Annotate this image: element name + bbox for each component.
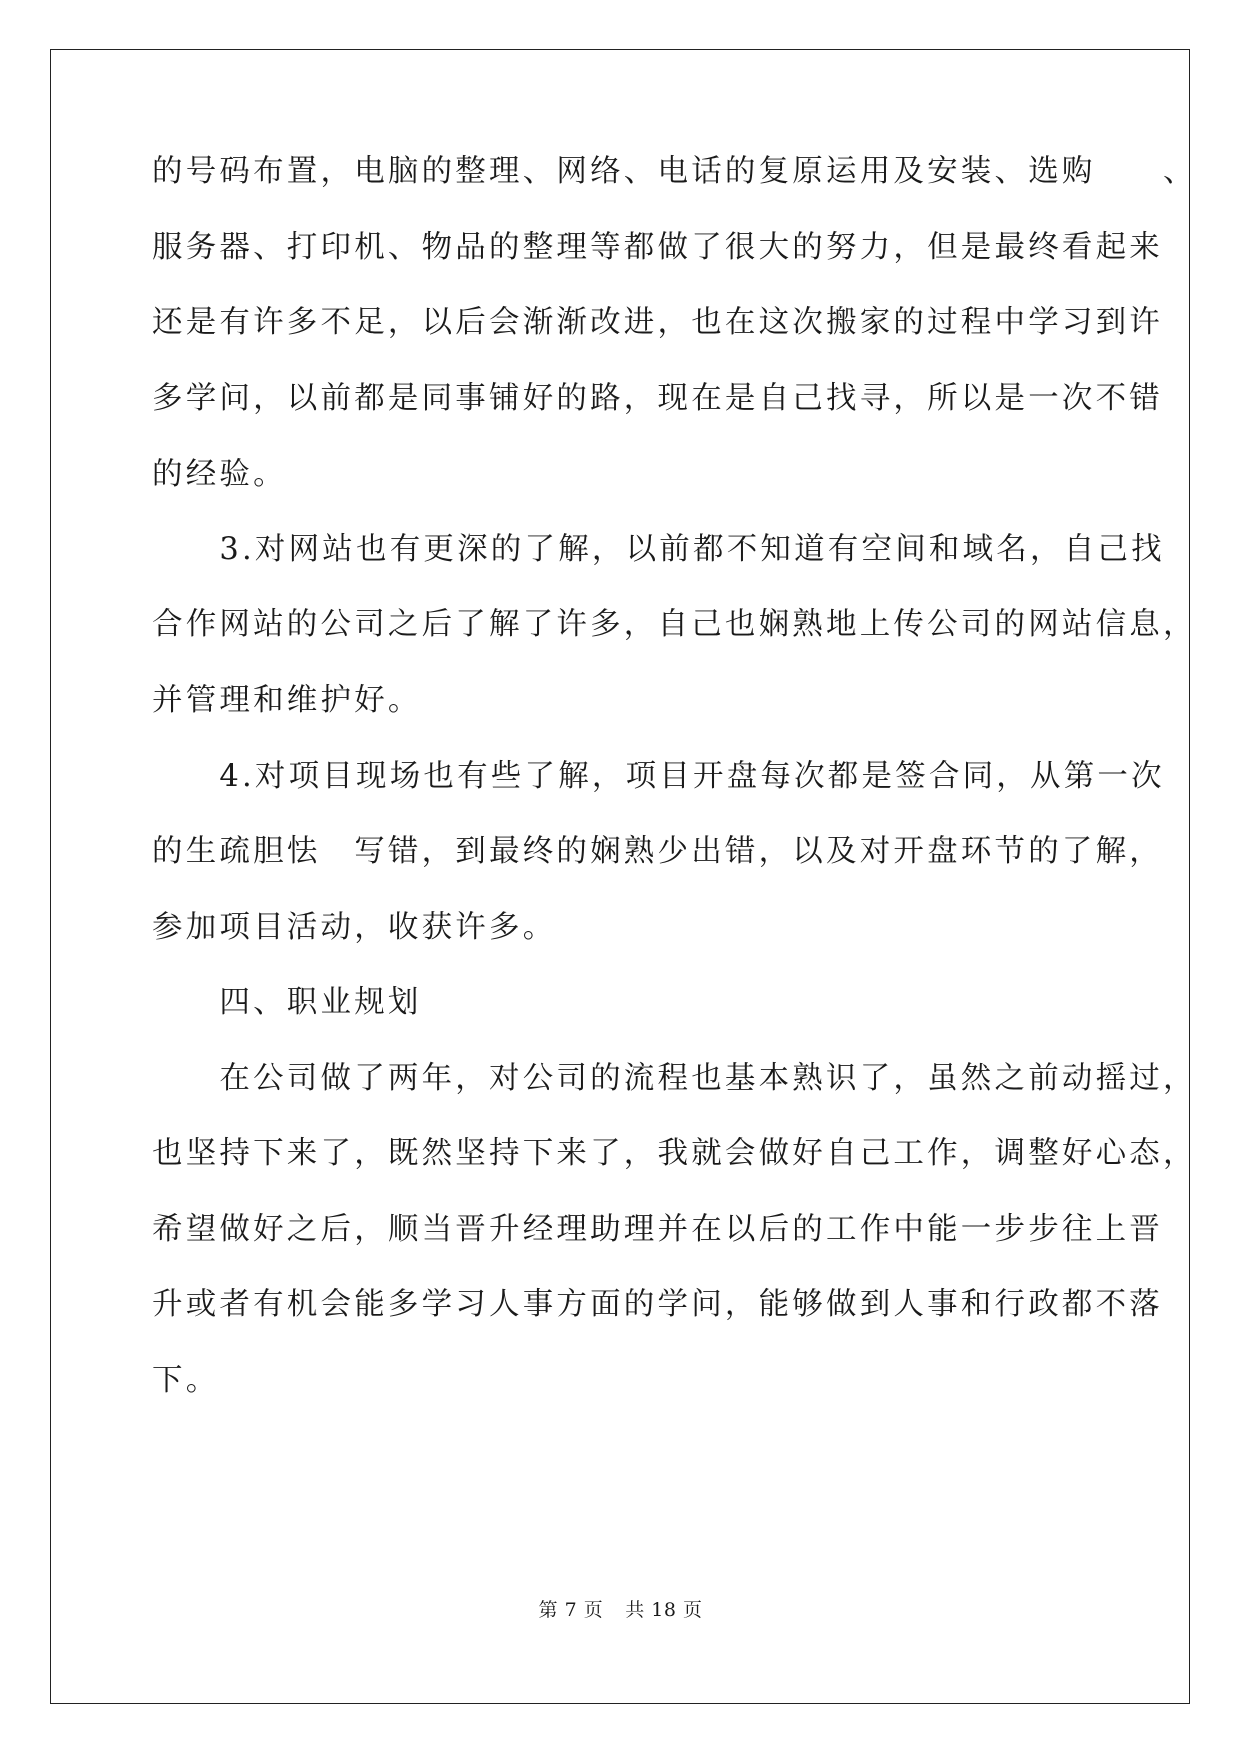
text-line: 参加项目活动，收获许多。 — [152, 910, 557, 945]
text-line: 的经验。 — [152, 457, 287, 492]
section-heading: 四、职业规划 — [152, 985, 422, 1020]
text-line: 的号码布置，电脑的整理、网络、电话的复原运用及安装、选购 、 — [152, 154, 1197, 189]
text-line: 3.对网站也有更深的了解，以前都不知道有空间和域名，自己找 — [152, 532, 1165, 567]
page-number: 第 7 页 — [538, 1599, 604, 1621]
text-line: 4.对项目现场也有些了解，项目开盘每次都是签合同，从第一次 — [152, 759, 1165, 794]
text-line: 也坚持下来了，既然坚持下来了，我就会做好自己工作，调整好心态， — [152, 1136, 1197, 1171]
page-border — [50, 49, 1197, 1704]
text-line: 下。 — [152, 1363, 220, 1398]
text-line: 还是有许多不足，以后会渐渐改进，也在这次搬家的过程中学习到许 — [152, 305, 1163, 340]
text-line: 并管理和维护好。 — [152, 683, 422, 718]
text-line: 升或者有机会能多学习人事方面的学问，能够做到人事和行政都不落 — [152, 1287, 1163, 1322]
text-line: 合作网站的公司之后了解了许多，自己也娴熟地上传公司的网站信息， — [152, 607, 1197, 642]
text-line: 的生疏胆怯 写错，到最终的娴熟少出错，以及对开盘环节的了解， — [152, 834, 1163, 869]
text-line: 在公司做了两年，对公司的流程也基本熟识了，虽然之前动摇过， — [152, 1061, 1197, 1096]
text-line: 希望做好之后，顺当晋升经理助理并在以后的工作中能一步步往上晋 — [152, 1212, 1163, 1247]
text-line: 服务器、打印机、物品的整理等都做了很大的努力，但是最终看起来 — [152, 230, 1163, 265]
text-line: 多学问，以前都是同事铺好的路，现在是自己找寻，所以是一次不错 — [152, 381, 1163, 416]
page-total: 共 18 页 — [625, 1599, 703, 1621]
page-footer — [0, 1598, 1241, 1622]
